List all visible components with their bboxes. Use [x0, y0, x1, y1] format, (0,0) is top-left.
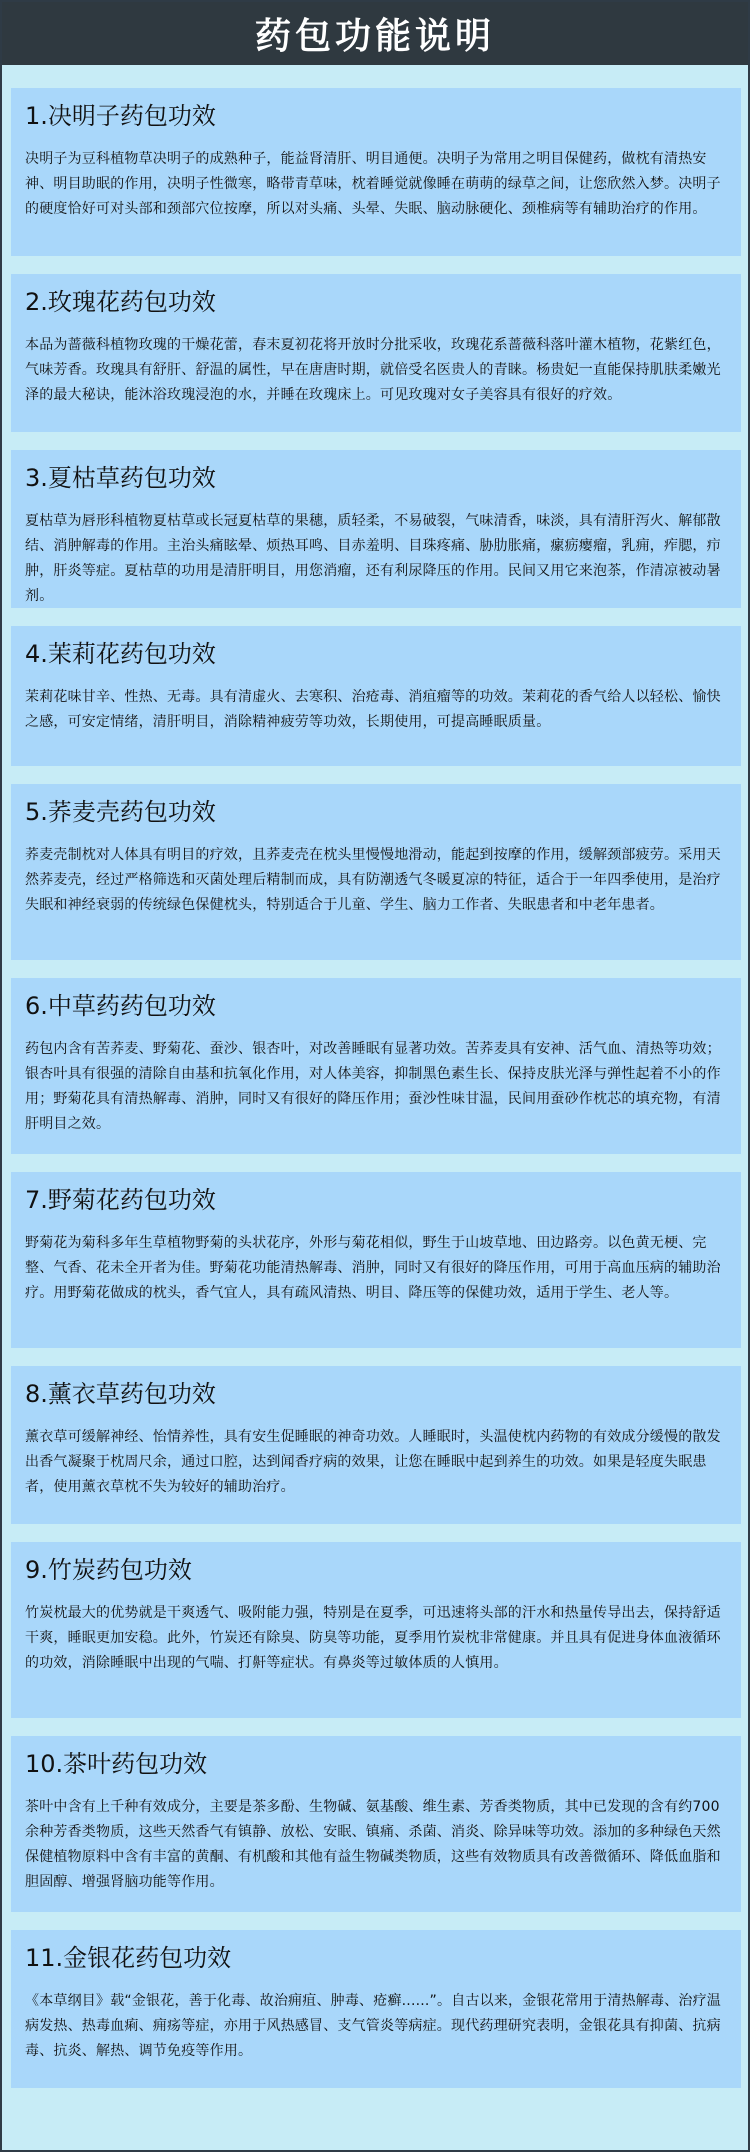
section-body: 茶叶中含有上千种有效成分，主要是茶多酚、生物碱、氨基酸、维生素、芳香类物质，其中已发现的含有约700余种芳香类物质，这些天然香气有镇静、放松、安眠、镇痛、杀菌、消炎、除异味等功效。添加的多种绿色天然保健植物原料中含有丰富的黄酮、有机酸和其他有益生物碱类物质，这些有效物质具有改善微循环、降低血脂和胆固醇、增强肾脑功能等作用。: [25, 1799, 721, 1890]
section-card-honeysuckle: [11, 1930, 741, 2088]
section-title: 3.夏枯草药包功效: [25, 464, 216, 492]
section-title: 7.野菊花药包功效: [25, 1186, 216, 1214]
section-card-bamboo-charcoal: [11, 1542, 741, 1718]
section-body: 决明子为豆科植物草决明子的成熟种子，能益肾清肝、明目通便。决明子为常用之明目保健药，做枕有清热安神、明目助眠的作用，决明子性微寒，略带青草味，枕着睡觉就像睡在萌萌的绿草之间，让您欣然入梦。决明子的硬度恰好可对头部和颈部穴位按摩，所以对头痛、头晕、失眠、脑动脉硬化、颈椎病等有辅助治疗的作用。: [25, 151, 721, 217]
section-title: 10.茶叶药包功效: [25, 1750, 208, 1778]
section-body: 竹炭枕最大的优势就是干爽透气、吸附能力强，特别是在夏季，可迅速将头部的汗水和热量传导出去，保持舒适干爽，睡眠更加安稳。此外，竹炭还有除臭、防臭等功能，夏季用竹炭枕非常健康。并且具有促进身体血液循环的功效，消除睡眠中出现的气喘、打鼾等症状。有鼻炎等过敏体质的人慎用。: [25, 1605, 721, 1671]
section-body: 荞麦壳制枕对人体具有明目的疗效，且荞麦壳在枕头里慢慢地滑动，能起到按摩的作用，缓解颈部疲劳。采用天然荞麦壳，经过严格筛选和灭菌处理后精制而成，具有防潮透气冬暖夏凉的特征，适合于一年四季使用，是治疗失眠和神经衰弱的传统绿色保健枕头，特别适合于儿童、学生、脑力工作者、失眠患者和中老年患者。: [25, 847, 721, 913]
section-body: 野菊花为菊科多年生草植物野菊的头状花序，外形与菊花相似，野生于山坡草地、田边路旁。以色黄无梗、完整、气香、花未全开者为佳。野菊花功能清热解毒、消肿，同时又有很好的降压作用，可用于高血压病的辅助治疗。用野菊花做成的枕头，香气宜人，具有疏风清热、明目、降压等的保健功效，适用于学生、老人等。: [25, 1235, 721, 1301]
section-card-xiakucao: [11, 450, 741, 608]
section-body: 薰衣草可缓解神经、怡情养性，具有安生促睡眠的神奇功效。人睡眠时，头温使枕内药物的有效成分缓慢的散发出香气凝聚于枕周尺余，通过口腔，达到闻香疗病的效果，让您在睡眠中起到养生的功效。如果是轻度失眠患者，使用薰衣草枕不失为较好的辅助治疗。: [25, 1429, 721, 1495]
section-card-buckwheat-hull: [11, 784, 741, 960]
sections-container: [2, 65, 748, 2088]
section-title: 2.玫瑰花药包功效: [25, 288, 216, 316]
page-title: 药包功能说明: [254, 16, 495, 57]
section-body: 夏枯草为唇形科植物夏枯草或长冠夏枯草的果穗，质轻柔，不易破裂，气味清香，味淡，具有清肝泻火、解郁散结、消肿解毒的作用。主治头痛眩晕、烦热耳鸣、目赤羞明、目珠疼痛、胁肋胀痛，瘰疬瘿瘤，乳痈，痄腮，疖肿，肝炎等症。夏枯草的功用是清肝明目，用您消瘤，还有利尿降压的作用。民间又用它来泡茶，作清凉被动暑剂。: [25, 513, 721, 604]
section-title: 9.竹炭药包功效: [25, 1556, 192, 1584]
section-title: 1.决明子药包功效: [25, 102, 216, 130]
section-body: 《本草纲目》载“金银花，善于化毒、故治痈疽、肿毒、疮癣......”。自古以来，金银花常用于清热解毒、治疗温病发热、热毒血痢、痈疡等症，亦用于风热感冒、支气管炎等病症。现代药理研究表明，金银花具有抑菌、抗病毒、抗炎、解热、调节免疫等作用。: [25, 1993, 722, 2059]
section-card-jueming: [11, 88, 741, 256]
section-card-tea-leaf: [11, 1736, 741, 1912]
section-title: 6.中草药药包功效: [25, 992, 216, 1020]
section-card-rose: [11, 274, 741, 432]
section-card-wild-chrysanthemum: [11, 1172, 741, 1348]
section-card-herbal: [11, 978, 741, 1154]
section-title: 5.荞麦壳药包功效: [25, 798, 216, 826]
section-card-jasmine: [11, 626, 741, 766]
section-title: 11.金银花药包功效: [25, 1944, 232, 1972]
section-body: 本品为蔷薇科植物玫瑰的干燥花蕾，春末夏初花将开放时分批采收，玫瑰花系蔷薇科落叶灌木植物，花紫红色，气味芳香。玫瑰具有舒肝、舒温的属性，早在唐唐时期，就倍受名医贵人的青睐。杨贵妃一直能保持肌肤柔嫩光泽的最大秘诀，能沐浴玫瑰浸泡的水，并睡在玫瑰床上。可见玫瑰对女子美容具有很好的疗效。: [25, 337, 721, 403]
page-header: [2, 2, 748, 65]
section-title: 4.茉莉花药包功效: [25, 640, 216, 668]
section-body: 茉莉花味甘辛、性热、无毒。具有清虚火、去寒积、治疮毒、消疽瘤等的功效。茉莉花的香气给人以轻松、愉快之感，可安定情绪，清肝明目，消除精神疲劳等功效，长期使用，可提高睡眠质量。: [25, 689, 721, 730]
section-card-lavender: [11, 1366, 741, 1524]
section-body: 药包内含有苦荞麦、野菊花、蚕沙、银杏叶，对改善睡眠有显著功效。苦荞麦具有安神、活气血、清热等功效；银杏叶具有很强的清除自由基和抗氧化作用，对人体美容，抑制黑色素生长、保持皮肤光泽与弹性起着不小的作用；野菊花具有清热解毒、消肿，同时又有很好的降压作用；蚕沙性味甘温，民间用蚕砂作枕芯的填充物，有清肝明目之效。: [25, 1041, 721, 1132]
section-title: 8.薰衣草药包功效: [25, 1380, 216, 1408]
